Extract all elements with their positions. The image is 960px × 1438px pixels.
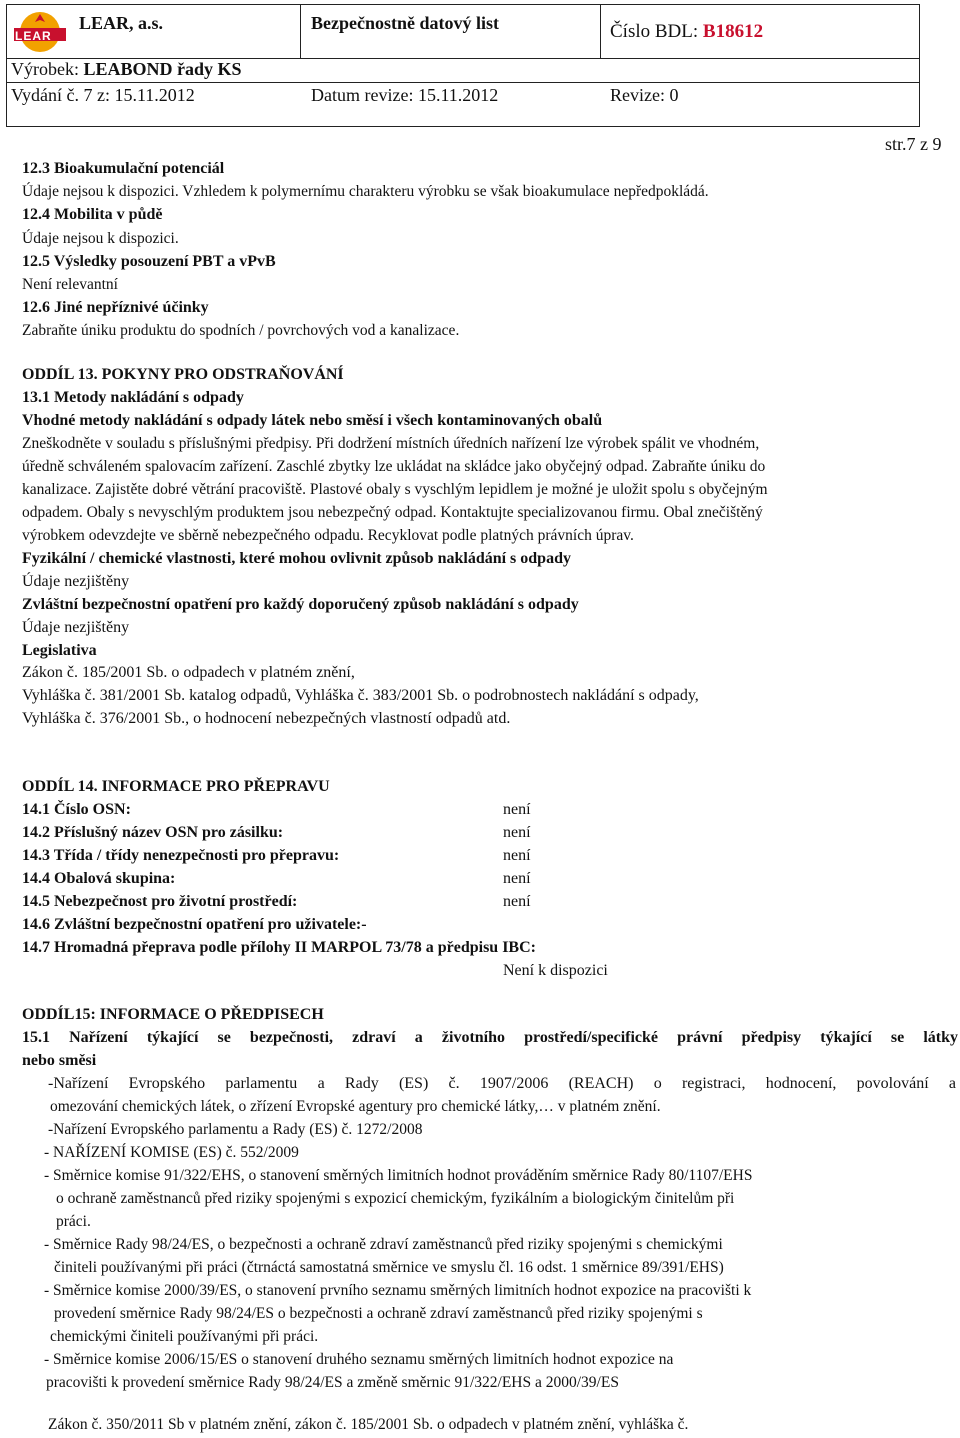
section-12-6-title: 12.6 Jiné nepříznivé účinky (22, 299, 209, 316)
document-header (6, 4, 920, 127)
section-13-paragraph-line: výrobkem odevzdejte ve sběrně nebezpečného odpadu. Recyklovat podle platných právních úprav. (22, 527, 634, 544)
regulation-item: - Směrnice komise 91/322/EHS, o stanovení směrných limitních hodnot prováděním směrnice Rady 80/1107/EHS (44, 1167, 753, 1184)
issue-number: Vydání č. 7 z: 15.11.2012 (11, 85, 195, 105)
header-divider (300, 5, 301, 58)
bdl-number (610, 21, 763, 43)
regulation-item: - Směrnice komise 2006/15/ES o stanovení druhého seznamu směrných limitních hodnot expozice na (44, 1351, 674, 1368)
bdl-label: Číslo BDL: (610, 21, 703, 42)
product-label: Výrobek: (11, 59, 79, 79)
logo-text: LEAR (15, 29, 52, 43)
transport-row-label: 14.1 Číslo OSN: (22, 801, 131, 818)
section-12-5-text: Není relevantní (22, 276, 118, 293)
transport-row-label: 14.5 Nebezpečnost pro životní prostředí: (22, 893, 298, 910)
section-13-paragraph-line: úředně schváleném spalovacím zařízení. Zaschlé zbytky lze ukládat na skládce jako obyčejný odpad. Zabraňte úniku do (22, 458, 766, 475)
product-name: LEABOND řady KS (83, 59, 242, 79)
transport-row-value: není (503, 847, 531, 864)
section-15-title: ODDÍL15: INFORMACE O PŘEDPISECH (22, 1006, 324, 1023)
section-12-6-text: Zabraňte úniku produktu do spodních / povrchových vod a kanalizace. (22, 322, 460, 339)
legislation-line: Vyhláška č. 381/2001 Sb. katalog odpadů, Vyhláška č. 383/2001 Sb. o podrobnostech nakládání s odpady, (22, 687, 699, 704)
bdl-value: B18612 (702, 21, 764, 42)
regulation-item: omezování chemických látek, o zřízení Evropské agentury pro chemické látky,… v platném znění. (50, 1098, 661, 1115)
section-13-paragraph-line: odpadem. Obaly s nevyschlým produktem jsou nebezpečný odpad. Kontaktujte specializovanou firmu. Obal znečištěný (22, 504, 763, 521)
regulation-item: -Nařízení Evropského parlamentu a Rady (ES) č. 1907/2006 (REACH) o registraci, hodnocení, povolování a (48, 1075, 956, 1092)
section-14-title: ODDÍL 14. INFORMACE PRO PŘEPRAVU (22, 778, 330, 795)
physical-properties-value: Údaje nezjištěny (22, 573, 130, 590)
transport-row-value: není (503, 801, 531, 818)
product-row (11, 59, 242, 80)
regulation-item: provedení směrnice Rady 98/24/ES o bezpečnosti a ochraně zdraví zaměstnanců před riziky spojenými s (54, 1305, 703, 1322)
regulation-item: -Nařízení Evropského parlamentu a Rady (ES) č. 1272/2008 (48, 1121, 423, 1138)
transport-row-7-value: Není k dispozici (503, 962, 608, 979)
regulation-item: - Směrnice Rady 98/24/ES, o bezpečnosti a ochraně zdraví zaměstnanců před riziky spojenými s chemickými (44, 1236, 723, 1253)
section-12-5-title: 12.5 Výsledky posouzení PBT a vPvB (22, 253, 276, 270)
legislation-title: Legislativa (22, 642, 97, 659)
regulation-item: - NAŘÍZENÍ KOMISE (ES) č. 552/2009 (44, 1144, 299, 1161)
regulation-item: pracovišti k provedení směrnice Rady 98/24/ES a změně směrnic 91/322/EHS a 2000/39/ES (46, 1374, 619, 1391)
section-12-3-title: 12.3 Bioakumulační potenciál (22, 160, 225, 177)
section-13-1-title: 13.1 Metody nakládání s odpady (22, 389, 244, 406)
special-measures-value: Údaje nezjištěny (22, 619, 130, 636)
transport-row-6: 14.6 Zvláštní bezpečnostní opatření pro uživatele:- (22, 916, 367, 933)
page-number: str.7 z 9 (885, 134, 942, 154)
header-divider (7, 82, 919, 83)
transport-row-label: 14.3 Třída / třídy nenezpečnosti pro přepravu: (22, 847, 340, 864)
section-13-title: ODDÍL 13. POKYNY PRO ODSTRAŇOVÁNÍ (22, 366, 344, 383)
transport-row-value: není (503, 893, 531, 910)
document-title: Bezpečnostně datový list (311, 13, 499, 33)
regulation-item: o ochraně zaměstnanců před riziky spojenými s expozicí chemickým, fyzikálním a biologickým činitelům při (56, 1190, 735, 1207)
regulation-item: chemickými činiteli používanými při práci. (50, 1328, 319, 1345)
company-name: LEAR, a.s. (79, 13, 164, 33)
section-12-4-text: Údaje nejsou k dispozici. (22, 230, 179, 247)
legislation-line: Vyhláška č. 376/2001 Sb., o hodnocení nebezpečných vlastností odpadů atd. (22, 710, 511, 727)
transport-row-value: není (503, 824, 531, 841)
transport-row-label: 14.2 Příslušný název OSN pro zásilku: (22, 824, 284, 841)
section-13-1-subtitle: Vhodné metody nakládání s odpady látek nebo směsí i všech kontaminovaných obalů (22, 412, 603, 429)
legislation-line: Zákon č. 185/2001 Sb. o odpadech v platném znění, (22, 664, 355, 681)
transport-row-7: 14.7 Hromadná přeprava podle přílohy II MARPOL 73/78 a předpisu IBC: (22, 939, 536, 956)
section-12-3-text: Údaje nejsou k dispozici. Vzhledem k polymernímu charakteru výrobku se však bioakumulace nepředpokládá. (22, 183, 709, 200)
special-measures-title: Zvláštní bezpečnostní opatření pro každý doporučený způsob nakládání s odpady (22, 596, 579, 613)
revision-number: Revize: 0 (610, 85, 679, 105)
footer-law-line: Zákon č. 350/2011 Sb v platném znění, zákon č. 185/2001 Sb. o odpadech v platném znění, vyhláška č. (48, 1416, 689, 1433)
revision-date: Datum revize: 15.11.2012 (311, 85, 499, 105)
header-divider (600, 5, 601, 58)
section-12-4-title: 12.4 Mobilita v půdě (22, 206, 163, 223)
transport-row-value: není (503, 870, 531, 887)
regulation-item: činiteli používanými při práci (čtrnáctá samostatná směrnice ve smyslu čl. 16 odst. 1 směrnice 89/391/EHS) (54, 1259, 724, 1276)
regulation-item: - Směrnice komise 2000/39/ES, o stanovení prvního seznamu směrných limitních hodnot expozice na pracovišti k (44, 1282, 752, 1299)
section-13-paragraph-line: Zneškodněte v souladu s příslušnými předpisy. Při dodržení místních úředních nařízení lze výrobek spálit ve vhodném, (22, 435, 760, 452)
section-15-1-title-cont: nebo směsi (22, 1052, 97, 1069)
regulation-item: práci. (56, 1213, 91, 1230)
physical-properties-title: Fyzikální / chemické vlastnosti, které mohou ovlivnit způsob nakládání s odpady (22, 550, 571, 567)
section-13-paragraph-line: kanalizace. Zajistěte dobré větrání pracoviště. Plastové obaly s vyschlým lepidlem je možné je uložit spolu s obyčejným (22, 481, 768, 498)
transport-row-label: 14.4 Obalová skupina: (22, 870, 176, 887)
section-15-1-title: 15.1 Nařízení týkající se bezpečnosti, zdraví a životního prostředí/specifické právní předpisy týkající se látky (22, 1029, 958, 1046)
